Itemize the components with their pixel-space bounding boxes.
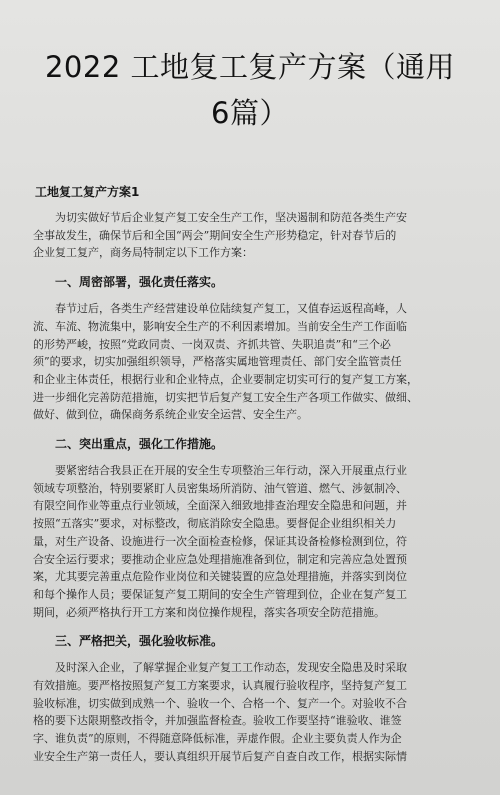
- paragraph-line: 要紧密结合我县正在开展的安全生专项整治三年行动，深入开展重点行业: [55, 464, 407, 478]
- title-line-2: 6篇）: [211, 96, 289, 130]
- paragraph-line: 及时深入企业，了解掌握企业复产复工工作动态，发现安全隐患及时采取: [55, 661, 407, 675]
- title-line-1: 2022 工地复工复产方案（通用: [44, 50, 456, 84]
- paragraph-line: 字、谁负责”的原则，不得随意降低标准，弄虚作假。企业主要负责人作为企: [33, 732, 402, 746]
- paragraph-line: 案，尤其要完善重点危险作业岗位和关键装置的应急处理措施，并落实到岗位: [33, 570, 407, 584]
- paragraph-line: 领域专项整治，特别要紧盯人员密集场所消防、油气管道、燃气、涉氨制冷、: [33, 481, 407, 495]
- section-2-paragraph: [33, 462, 473, 621]
- paragraph-line: 为切实做好节后企业复产复工安全生产工作，坚决遏制和防范各类生产安: [55, 211, 407, 224]
- document-body: [33, 183, 473, 766]
- paragraph-line: 的形势严峻，按照“党政同责、一岗双责、齐抓共管、失职追责”和“三个必: [33, 337, 391, 351]
- paragraph-line: 合安全运行要求；要推动企业应急处理措施准备到位，制定和完善应急处置预: [33, 552, 407, 566]
- doc-subheading: 工地复工复产方案1: [35, 185, 140, 199]
- paragraph-line: 验收标准，切实做到成熟一个、验收一个、合格一个、复产一个。对验收不合: [33, 696, 407, 710]
- section-heading-1: 一、周密部署，强化责任落实。: [55, 275, 224, 290]
- section-heading-2: 二、突出重点，强化工作措施。: [55, 437, 224, 452]
- paragraph-line: 和每个操作人员；要保证复产复工期间的安全生产管理到位，企业在复产复工: [33, 587, 407, 601]
- paragraph-line: 春节过后，各类生产经营建设单位陆续复产复工，又值春运返程高峰，人: [55, 302, 407, 316]
- section-3-paragraph: [33, 659, 473, 765]
- paragraph-line: 有效措施。要严格按照复产复工方案要求，认真履行验收程序，坚持复产复工: [33, 679, 407, 693]
- paragraph-line: 须”的要求，切实加强组织领导，严格落实属地管理责任、部门安全监管责任: [33, 355, 402, 369]
- intro-paragraph: [33, 209, 473, 262]
- paragraph-line: 企业复工复产，商务局特制定以下工作方案：: [33, 246, 253, 260]
- paragraph-line: 全事故发生，确保节后和全国“两会”期间安全生产形势稳定，针对春节后的: [33, 228, 397, 242]
- section-heading-3: 三、严格把关，强化验收标准。: [55, 634, 224, 649]
- paragraph-line: 按照“五落实”要求，对标整改，彻底消除安全隐患。要督促企业组织相关力: [33, 517, 397, 531]
- paragraph-line: 进一步细化完善防范措施，切实把节后复产复工安全生产各项工作做实、做细、: [33, 390, 418, 404]
- paragraph-line: 期间，必须严格执行开工方案和岗位操作规程，落实各项安全防范措施。: [33, 605, 385, 619]
- paragraph-line: 量，对生产设备、设施进行一次全面检查检修，保证其设备检修检测到位，符: [33, 534, 407, 548]
- paragraph-line: 有限空间作业等重点行业领域，全面深入细致地排查治理安全隐患和问题，并: [33, 499, 407, 513]
- paragraph-line: 做好、做到位，确保商务系统企业安全运营、安全生产。: [33, 408, 308, 422]
- paragraph-line: 业安全生产第一责任人，要认真组织开展节后复产自查自改工作，根据实际情: [33, 749, 407, 763]
- paragraph-line: 和企业主体责任，根据行业和企业特点，企业要制定切实可行的复产复工方案，: [33, 372, 418, 386]
- paragraph-line: 流、车流、物流集中，影响安全生产的不利因素增加。当前安全生产工作面临: [33, 319, 407, 333]
- paragraph-line: 格的要下达限期整改指令，并加强监督检查。验收工作要坚持“谁验收、谁签: [33, 714, 402, 728]
- section-1-paragraph: [33, 300, 473, 424]
- document-title: [0, 44, 500, 136]
